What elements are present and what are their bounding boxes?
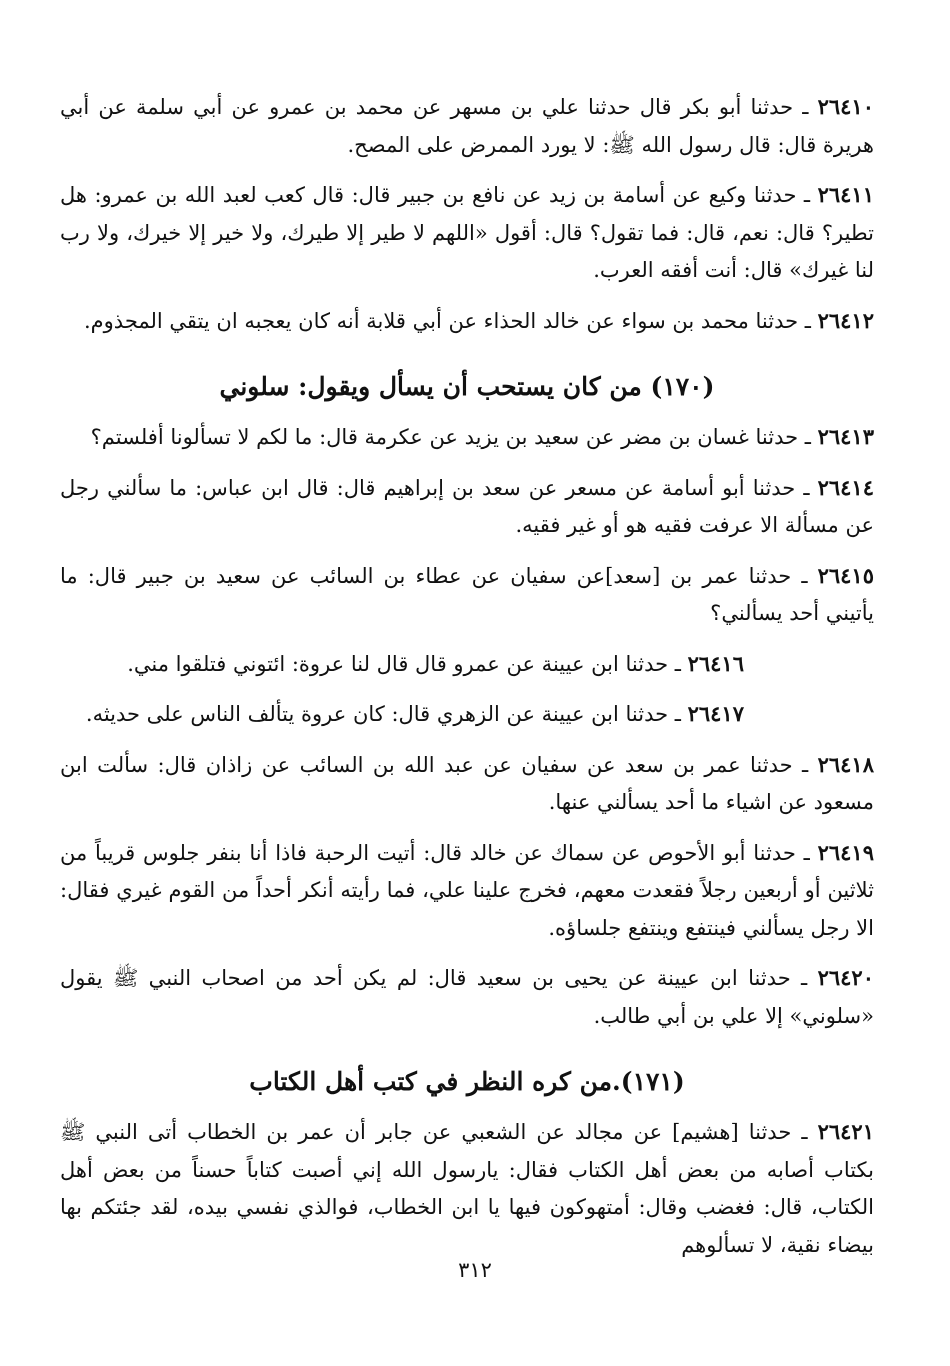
hadith-paragraph — [60, 418, 874, 457]
hadith-text: ـ حدثنا أبو أسامة عن مسعر عن سعد بن إبراهيم قال: قال ابن عباس: ما سألني رجل عن مسألة الا عرفت فقيه هو أو غير فقيه. — [60, 475, 874, 537]
chapter-heading: (١٧١).من كره النظر في كتب أهل الكتاب — [249, 1067, 685, 1096]
hadith-text: ـ حدثنا عمر بن سعد عن سفيان عن عبد الله بن السائب عن زاذان قال: سألت ابن مسعود عن اشياء ما أحد يسألني عنها. — [60, 752, 874, 814]
hadith-text: ـ حدثنا ابن عيينة عن الزهري قال: كان عروة يتألف الناس على حديثه. — [85, 702, 688, 726]
hadith-text: ـ حدثنا [هشيم] عن مجالد عن الشعبي عن جابر أن عمر بن الخطاب أتى النبي ﷺ بكتاب أصابه من بعض أهل الكتاب فقال: يارسول الله إني أصبت كتاباً حسناً من بعض أهل الكتاب، قال: فغضب وقال: أمتهوكون فيها يا ابن الخطاب، فوالذي نفسي بيده، لقد جئتكم بها بيضاء نقية، لا تسألوهم — [60, 1120, 875, 1257]
hadith-paragraph — [60, 645, 874, 684]
hadith-number: ٢٦٤١٩ — [817, 839, 874, 865]
hadith-paragraph — [60, 88, 874, 164]
hadith-text: ـ حدثنا ابن عيينة عن يحيى بن سعيد قال: لم يكن أحد من اصحاب النبي ﷺ يقول «سلوني» إلا علي بن أبي طالب. — [60, 966, 874, 1028]
hadith-number: ٢٦٤١٨ — [817, 751, 874, 777]
hadith-paragraph — [60, 695, 874, 734]
hadith-paragraph — [60, 176, 874, 290]
hadith-number: ٢٦٤٢٠ — [817, 965, 874, 990]
hadith-number: ٢٦٤٢١ — [817, 1119, 874, 1144]
hadith-number: ٢٦٤١٤ — [817, 474, 874, 500]
page-number: ٣١٢ — [458, 1258, 492, 1282]
hadith-text: ـ حدثنا وكيع عن أسامة بن زيد عن نافع بن جبير قال: قال كعب لعبد الله بن عمرو: هل تطير؟ قال: نعم، قال: فما تقول؟ قال: أقول «اللهم لا طير إلا طيرك، ولا خير إلا خيرك، ولا رب لنا غيرك» قال: أنت أفقه العرب. — [60, 183, 874, 282]
hadith-paragraph — [60, 302, 874, 341]
hadith-number: ٢٦٤١٧ — [687, 701, 744, 726]
hadith-paragraph — [60, 469, 874, 545]
hadith-number: ٢٦٤١٠ — [817, 94, 874, 119]
hadith-number: ٢٦٤١٢ — [817, 307, 874, 333]
page-content — [60, 88, 874, 1264]
hadith-paragraph — [60, 1113, 874, 1264]
chapter-heading: (١٧٠) من كان يستحب أن يسأل ويقول: سلوني — [219, 372, 715, 401]
hadith-paragraph — [60, 834, 874, 948]
hadith-number: ٢٦٤١٥ — [817, 562, 874, 588]
hadith-text: ـ حدثنا أبو بكر قال حدثنا علي بن مسهر عن محمد بن عمرو عن أبي سلمة عن أبي هريرة قال: قال رسول الله ﷺ: لا يورد الممرض على المصح. — [60, 95, 874, 157]
hadith-text: ـ حدثنا عمر بن [سعد]عن سفيان عن عطاء بن السائب عن سعيد بن جبير قال: ما يأتيني أحد يسألني؟ — [60, 563, 874, 625]
hadith-text: ـ حدثنا محمد بن سواء عن خالد الحذاء عن أبي قلابة أنه كان يعجبه ان يتقي المجذوم. — [83, 308, 818, 333]
hadith-paragraph — [60, 746, 874, 822]
hadith-number: ٢٦٤١٦ — [687, 650, 744, 676]
hadith-paragraph — [60, 557, 874, 633]
hadith-number: ٢٦٤١٣ — [817, 424, 874, 449]
hadith-number: ٢٦٤١١ — [817, 182, 874, 207]
hadith-text: ـ حدثنا أبو الأحوص عن سماك عن خالد قال: أتيت الرحبة فاذا أنا بنفر جلوس قريباً من ثلاثين أو أربعين رجلاً فقعدت معهم، فخرج علينا علي، فما رأيته أنكر أحداً من القوم غيري فقال: الا رجل يسألني فينتفع وينتفع جلساؤه. — [60, 840, 874, 940]
hadith-text: ـ حدثنا ابن عيينة عن عمرو قال قال لنا عروة: ائتوني فتلقوا مني. — [127, 651, 688, 676]
hadith-paragraph — [60, 959, 874, 1035]
hadith-text: ـ حدثنا غسان بن مضر عن سعيد بن يزيد عن عكرمة قال: ما لكم لا تسألونا أفلستم؟ — [90, 425, 818, 449]
